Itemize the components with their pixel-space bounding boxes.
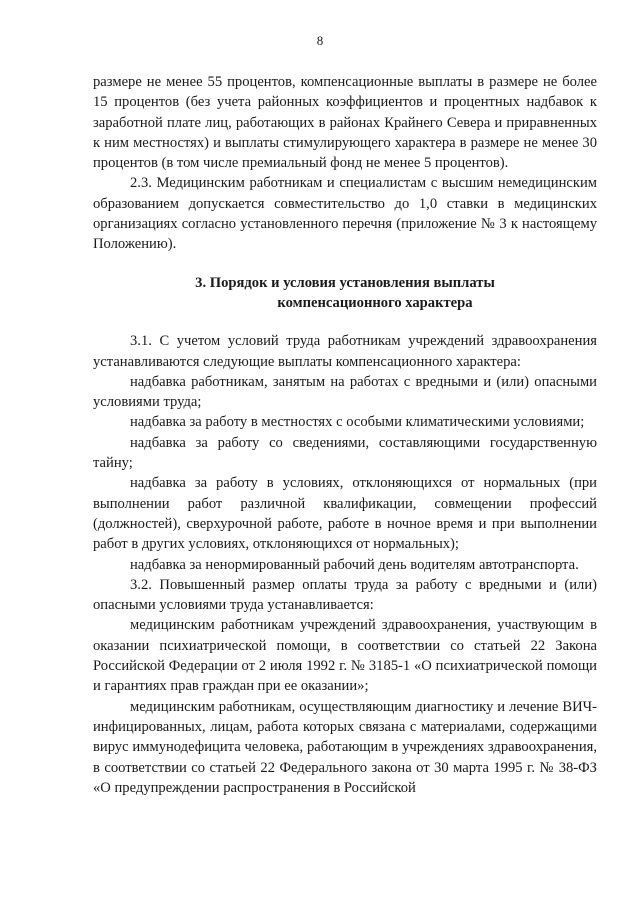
list-item-irregular-hours: надбавка за ненормированный рабочий день водителям автотранспорта.	[130, 556, 579, 573]
paragraph-continuation: размере не менее 55 процентов, компенсационные выплаты в размере не более 15 процентов (без учета районных коэффициентов и процентных надбавок к заработной плате лиц, работающих в районах Крайнего Севера и приравненных к ним местностях) и выплаты стимулирующего характера в размере не менее 30 процентов (в том числе премиальный фонд не менее 5 процентов).	[93, 74, 597, 172]
document-body	[93, 72, 597, 798]
list-item-hiv-care: медицинским работникам, осуществляющим диагностику и лечение ВИЧ-инфицированных, лицам, работа которых связана с материалами, содержащими вирус иммунодефицита человека, работающим в учреждениях здравоохранения, в соответствии со статьей 22 Федерального закона от 30 марта 1995 г. № 38-ФЗ «О предупреждении распространения в Российской	[93, 698, 597, 796]
paragraph-3-2: 3.2. Повышенный размер оплаты труда за работу с вредными и (или) опасными условиями труда устанавливается:	[93, 576, 597, 614]
paragraph-2-3: 2.3. Медицинским работникам и специалистам с высшим немедицинским образованием допускается совместительство до 1,0 ставки в медицинских организациях согласно установленного перечня (приложение № 3 к настоящему Положению).	[93, 175, 597, 253]
page-number: 8	[316, 33, 324, 48]
section-heading	[93, 273, 597, 314]
list-item-abnormal-conditions: надбавка за работу в условиях, отклоняющихся от нормальных (при выполнении работ различной квалификации, совмещении профессий (должностей), сверхурочной работе, работе в ночное время и при выполнении работ в других условиях, отклоняющихся от нормальных);	[93, 475, 597, 553]
list-item-climate-conditions: надбавка за работу в местностях с особыми климатическими условиями;	[130, 414, 585, 431]
list-item-harmful-conditions: надбавка работникам, занятым на работах с вредными и (или) опасными условиями труда;	[93, 373, 597, 411]
section-heading-line-1: 3. Порядок и условия установления выплаты	[195, 274, 495, 291]
list-item-psychiatric-care: медицинским работникам учреждений здравоохранения, участвующим в оказании психиатрической помощи, в соответствии со статьей 22 Закона Российской Федерации от 2 июля 1992 г. № 3185-1 «О психиатрической помощи и гарантиях прав граждан при ее оказании»;	[93, 617, 597, 695]
paragraph-3-1: 3.1. С учетом условий труда работникам учреждений здравоохранения устанавливаются следующие выплаты компенсационного характера:	[93, 333, 597, 370]
section-heading-line-2: компенсационного характера	[277, 294, 473, 311]
list-item-state-secret: надбавка за работу со сведениями, составляющими государственную тайну;	[93, 434, 597, 472]
